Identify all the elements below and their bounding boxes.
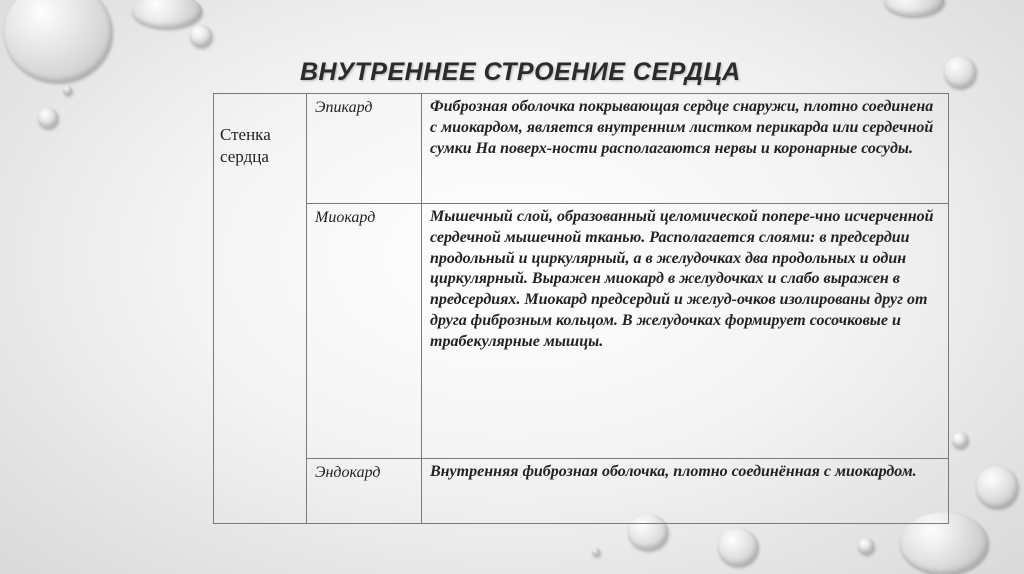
water-drop-decoration xyxy=(38,108,58,128)
layer-description-epicardium: Фиброзная оболочка покрывающая сердце снаружи, плотно соединена с миокардом, является внутренним листком перикарда или сердечной сумки На поверх-ности располагаются нервы и коронарные сосуды. xyxy=(422,94,949,204)
table-row xyxy=(214,459,949,524)
water-drop-decoration xyxy=(976,466,1018,508)
heart-wall-label: Стенка сердца xyxy=(214,94,307,524)
layer-description-myocardium: Мышечный слой, образованный целомической попере-чно исчерченной сердечной мышечной тканью. Располагается слоями: в предсердии продольный и циркулярный, а в желудочках два продольных и один циркулярный. Выражен миокард в желудочках и слабо выражен в предсердиях. Миокард предсердий и желуд-очков изолированы друг от друга фиброзным кольцом. В желудочках формирует сосочковые и трабекулярные мышцы. xyxy=(422,204,949,459)
water-drop-decoration xyxy=(132,0,202,28)
layer-description-endocardium: Внутренняя фиброзная оболочка, плотно соединённая с миокардом. xyxy=(422,459,949,524)
layer-name-endocardium: Эндокард xyxy=(307,459,422,524)
water-drop-decoration xyxy=(944,56,976,88)
water-drop-decoration xyxy=(592,548,600,556)
layer-name-epicardium: Эпикард xyxy=(307,94,422,204)
water-drop-decoration xyxy=(858,538,874,554)
water-drop-decoration xyxy=(952,432,968,448)
table-row xyxy=(214,94,949,204)
heart-structure-table xyxy=(213,93,949,524)
layer-name-myocardium: Миокард xyxy=(307,204,422,459)
slide-title: ВНУТРЕННЕЕ СТРОЕНИЕ СЕРДЦА xyxy=(300,58,741,86)
water-drop-decoration xyxy=(4,0,112,82)
water-drop-decoration xyxy=(884,0,944,16)
table-row xyxy=(214,204,949,459)
water-drop-decoration xyxy=(190,25,212,47)
water-drop-decoration xyxy=(718,528,758,566)
water-drop-decoration xyxy=(63,86,72,95)
